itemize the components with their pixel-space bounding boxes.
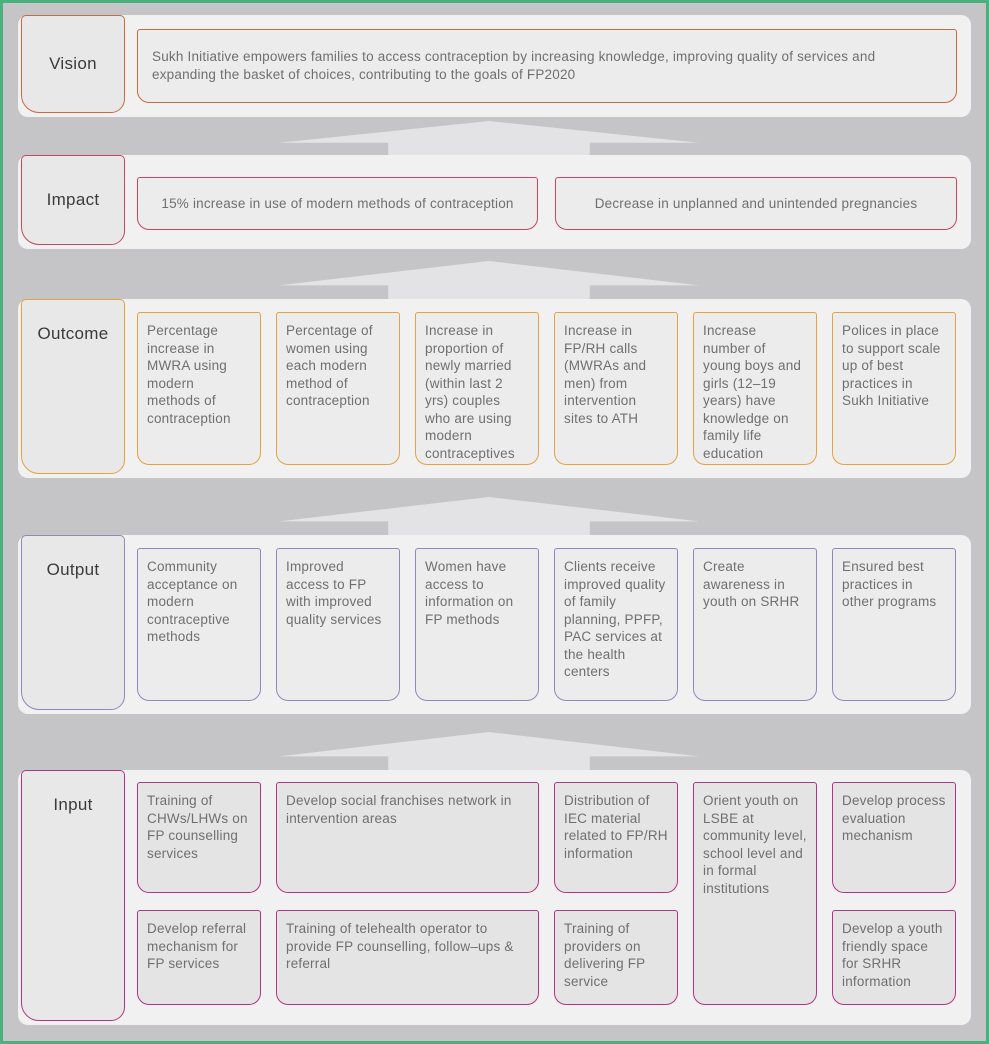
output-box-text: Ensured best practices in other programs: [842, 559, 937, 610]
outcome-box-text: Percentage increase in MWRA using modern methods of contraception: [147, 323, 231, 426]
input-box: [276, 782, 539, 893]
outcome-box: [137, 312, 261, 465]
output-box: [137, 548, 261, 701]
outcome-box: [832, 312, 956, 465]
row-label-outcome-text: Outcome: [37, 324, 109, 343]
output-box: [554, 548, 678, 701]
row-output-panel: [18, 535, 971, 714]
impact-box: [137, 177, 538, 230]
input-box-text: Develop a youth friendly space for SRHR information: [842, 921, 943, 989]
outcome-box: [554, 312, 678, 465]
output-box-text: Improved access to FP with improved quality services: [286, 559, 382, 627]
input-box: [137, 910, 261, 1005]
impact-box-text: 15% increase in use of modern methods of contraception: [161, 195, 514, 211]
input-box: [276, 910, 539, 1005]
up-arrow-outcome-to-impact: [279, 261, 699, 299]
output-box-text: Community acceptance on modern contraceptive methods: [147, 559, 238, 645]
row-label-impact: [21, 155, 125, 245]
row-label-impact-text: Impact: [46, 190, 100, 209]
outcome-box-text: Increase number of young boys and girls (12–19 years) have knowledge on family life education: [703, 323, 802, 461]
up-arrow-impact-to-vision: [279, 121, 699, 155]
outcome-box-text: Polices in place to support scale up of best practices in Sukh Initiative: [842, 323, 941, 409]
output-box: [415, 548, 539, 701]
input-box-text: Develop referral mechanism for FP services: [147, 921, 247, 972]
input-box-text: Training of CHWs/LHWs on FP counselling services: [147, 793, 248, 861]
input-box-text: Training of providers on delivering FP service: [564, 921, 646, 989]
outcome-box: [276, 312, 400, 465]
impact-box-text: Decrease in unplanned and unintended pregnancies: [594, 195, 918, 211]
output-box: [693, 548, 817, 701]
row-label-output-text: Output: [46, 560, 100, 579]
outcome-box-text: Increase in FP/RH calls (MWRAs and men) from intervention sites to ATH: [564, 323, 647, 426]
row-label-vision: [21, 15, 125, 113]
output-box: [276, 548, 400, 701]
row-label-vision-text: Vision: [49, 54, 97, 73]
vision-statement-text: Sukh Initiative empowers families to access contraception by increasing knowledge, improving quality of services and expanding the basket of choices, contributing to the goals of FP2020: [152, 49, 876, 82]
output-box: [832, 548, 956, 701]
input-box: [554, 910, 678, 1005]
outcome-box-text: Percentage of women using each modern method of contraception: [286, 323, 373, 409]
row-label-input-text: Input: [53, 795, 93, 814]
impact-box: [555, 177, 957, 230]
row-outcome-panel: [18, 299, 971, 478]
row-label-input: [21, 770, 125, 1021]
output-box-text: Clients receive improved quality of family planning, PPFP, PAC services at the health centers: [564, 559, 666, 680]
vision-statement-box: [137, 29, 957, 103]
input-box: [832, 910, 956, 1005]
row-impact-panel: [18, 155, 971, 249]
input-box-text: Training of telehealth operator to provide FP counselling, follow–ups & referral: [286, 921, 514, 972]
outcome-box: [415, 312, 539, 465]
outcome-box: [693, 312, 817, 465]
row-label-outcome: [21, 299, 125, 474]
output-box-text: Create awareness in youth on SRHR: [703, 559, 800, 610]
output-box-text: Women have access to information on FP methods: [425, 559, 514, 627]
input-box: [554, 782, 678, 893]
input-box: [137, 782, 261, 893]
input-box: [693, 782, 817, 1005]
row-input-panel: [18, 770, 971, 1025]
input-box-text: Distribution of IEC material related to FP/RH information: [564, 793, 668, 861]
row-vision-panel: [18, 15, 971, 117]
input-box: [832, 782, 956, 893]
input-box-text: Develop process evaluation mechanism: [842, 793, 946, 844]
input-box-text: Develop social franchises network in intervention areas: [286, 793, 512, 826]
up-arrow-input-to-output: [279, 732, 699, 770]
row-label-output: [21, 535, 125, 710]
outcome-box-text: Increase in proportion of newly married (within last 2 yrs) couples who are using modern contraceptives: [425, 323, 515, 461]
input-box-text: Orient youth on LSBE at community level, school level and in formal institutions: [703, 793, 807, 896]
up-arrow-output-to-outcome: [279, 497, 699, 535]
